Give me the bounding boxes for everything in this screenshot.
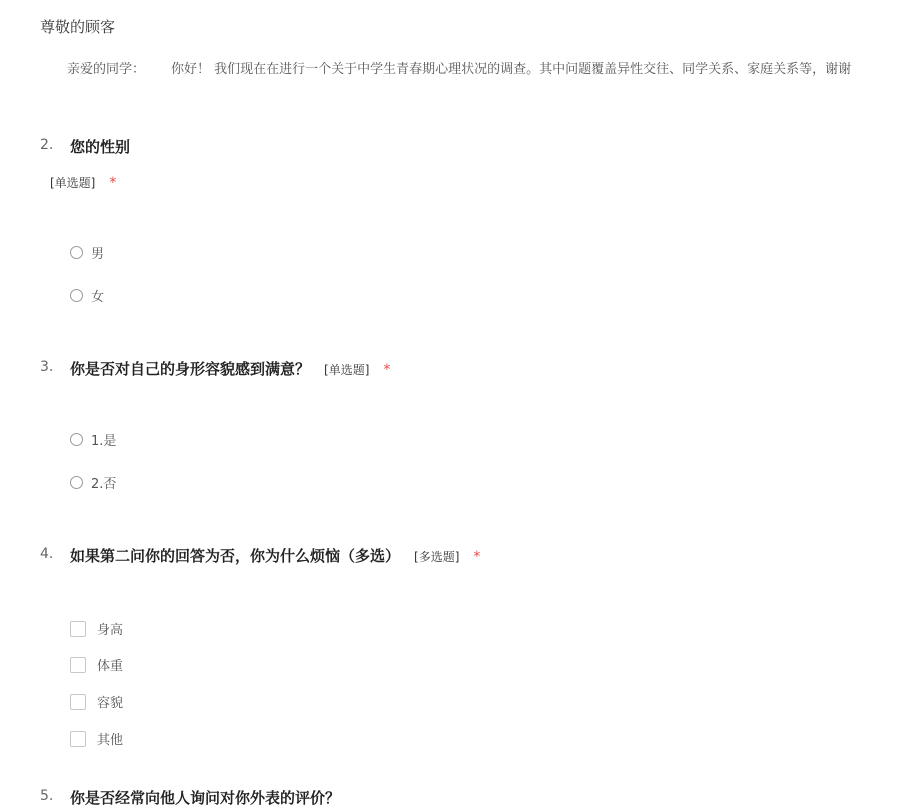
question-type-label: [单选题]: [50, 176, 96, 190]
option-label: 其他: [97, 733, 124, 748]
option-label: 2.否: [91, 477, 117, 492]
option-label: 身高: [97, 623, 124, 638]
question-number: 3.: [40, 359, 54, 375]
option-female[interactable]: [70, 286, 104, 305]
question-type-line: [50, 174, 116, 191]
checkbox[interactable]: [70, 731, 86, 747]
option-no[interactable]: [70, 473, 116, 492]
checkbox[interactable]: [70, 657, 86, 673]
checkbox[interactable]: [70, 621, 86, 637]
required-mark: *: [383, 362, 391, 378]
intro-salutation: 亲爱的同学：: [67, 62, 146, 77]
question-title: 你是否对自己的身形容貌感到满意？: [70, 360, 311, 378]
question-title-line: [70, 358, 390, 379]
option-weight[interactable]: [70, 655, 123, 674]
question-number: 5.: [40, 788, 54, 804]
option-label: 男: [91, 247, 105, 262]
required-mark: *: [109, 175, 117, 191]
question-title: 您的性别: [70, 138, 131, 156]
option-label: 体重: [97, 659, 124, 674]
option-yes[interactable]: [70, 430, 116, 449]
option-male[interactable]: [70, 243, 104, 262]
question-title: 如果第二问你的回答为否，你为什么烦恼（多选）: [70, 547, 401, 565]
option-height[interactable]: [70, 619, 123, 638]
option-label: 女: [91, 290, 105, 305]
question-title: 你是否经常向他人询问对你外表的评价？: [70, 789, 341, 807]
option-appearance[interactable]: [70, 692, 123, 711]
option-other[interactable]: [70, 729, 123, 748]
radio-button[interactable]: [70, 476, 83, 489]
survey-greeting: 尊敬的顾客: [40, 18, 116, 36]
option-label: 1.是: [91, 434, 117, 449]
option-label: 容貌: [97, 696, 124, 711]
required-mark: *: [473, 549, 481, 565]
question-number: 4.: [40, 546, 54, 562]
question-number: 2.: [40, 137, 54, 153]
radio-button[interactable]: [70, 289, 83, 302]
question-type-label: [单选题]: [324, 363, 370, 377]
radio-button[interactable]: [70, 246, 83, 259]
question-type-label: [多选题]: [414, 550, 460, 564]
survey-intro: [67, 58, 900, 77]
radio-button[interactable]: [70, 433, 83, 446]
checkbox[interactable]: [70, 694, 86, 710]
intro-text: 你好！ 我们现在在进行一个关于中学生青春期心理状况的调查。其中问题覆盖异性交往、同学关系、家庭关系等，谢谢: [171, 62, 852, 77]
question-title-line: [70, 545, 480, 566]
